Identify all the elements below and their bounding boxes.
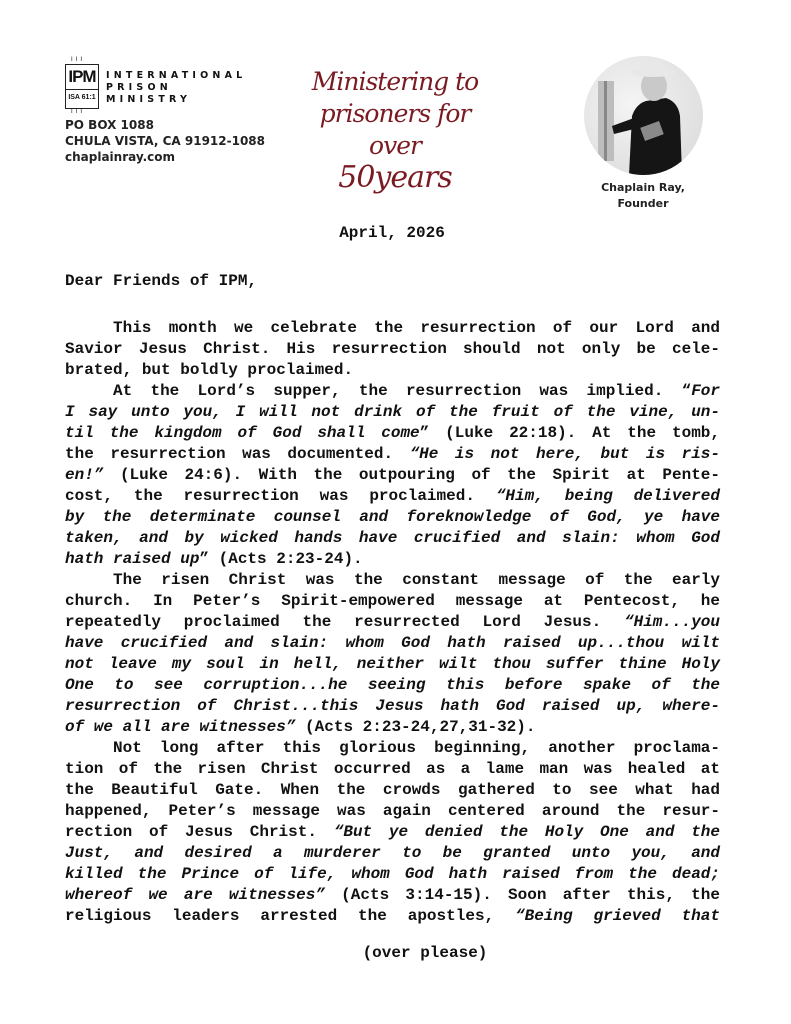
body-text: ” (Luke 22:18). At the tomb, xyxy=(419,424,720,442)
body-line xyxy=(65,696,720,717)
body-line xyxy=(65,402,720,423)
org-line: INTERNATIONAL xyxy=(106,70,247,81)
body-text: rection of Jesus Christ. xyxy=(65,823,334,841)
body-line xyxy=(65,759,720,780)
address-line: PO BOX 1088 xyxy=(65,118,154,132)
org-line: PRISON xyxy=(106,82,172,93)
scripture-quote: by the determinate counsel and foreknowledge of God, ye have xyxy=(65,508,720,526)
body-line xyxy=(65,675,720,696)
photo-caption xyxy=(590,180,696,212)
body-text: the Beautiful Gate. When the crowds gathered to see what had xyxy=(65,781,720,799)
tagline-line: Ministering to xyxy=(311,67,479,96)
salutation: Dear Friends of IPM, xyxy=(65,272,258,290)
body-line xyxy=(65,360,720,381)
page-footer: (over please) xyxy=(362,944,488,962)
ipm-logo xyxy=(65,58,255,116)
body-line xyxy=(65,633,720,654)
body-line xyxy=(65,591,720,612)
scripture-quote: “Being grieved that xyxy=(515,907,720,925)
website-link[interactable]: chaplainray.com xyxy=(65,150,175,164)
scripture-quote: en!” xyxy=(65,466,104,484)
body-line xyxy=(65,507,720,528)
body-text: religious leaders arrested the apostles, xyxy=(65,907,516,925)
logo-verse: ISA 61:1 xyxy=(68,94,96,101)
scripture-quote: of we all are witnesses” xyxy=(65,718,296,736)
letter-date: April, 2026 xyxy=(339,224,445,242)
paragraph xyxy=(65,318,720,381)
ipm-logo-mark xyxy=(65,64,99,109)
caption-line: Founder xyxy=(617,197,669,210)
body-text: ” (Acts 2:23-24). xyxy=(199,550,363,568)
scripture-quote: killed the Prince of life, whom God hath raised from the dead; xyxy=(65,865,720,883)
body-text: (Acts 2:23-24,27,31-32). xyxy=(295,718,536,736)
org-name xyxy=(106,70,246,106)
mailing-address xyxy=(65,117,265,165)
body-text: The risen Christ was the constant message of the early xyxy=(113,571,720,589)
scripture-quote: One to see corruption...he seeing this before spake of the xyxy=(65,676,720,694)
body-line xyxy=(65,486,720,507)
body-text: (Acts 3:14-15). Soon after this, the xyxy=(324,886,720,904)
body-line xyxy=(65,444,720,465)
body-line xyxy=(65,423,720,444)
body-line xyxy=(65,717,720,738)
scripture-quote: til the kingdom of God shall come xyxy=(65,424,420,442)
scripture-quote: taken, and by wicked hands have crucified and slain: whom God xyxy=(65,529,720,547)
body-line xyxy=(65,570,720,591)
scripture-quote: “Him, being delivered xyxy=(495,487,720,505)
scripture-quote: For xyxy=(691,382,720,400)
body-line xyxy=(65,612,720,633)
body-line xyxy=(65,339,720,360)
body-line xyxy=(65,885,720,906)
org-line: MINISTRY xyxy=(106,94,192,105)
body-line xyxy=(65,318,720,339)
body-text: brated, but boldly proclaimed. xyxy=(65,361,354,379)
scripture-quote: Just, and desired a murderer to be granted unto you, and xyxy=(65,844,720,862)
logo-ticks-bottom: III xyxy=(71,109,86,115)
logo-mark-text: IPM xyxy=(66,65,98,90)
scripture-quote: I say unto you, I will not drink of the fruit of the vine, un- xyxy=(65,403,720,421)
body-line xyxy=(65,465,720,486)
body-text: tion of the risen Christ occurred as a lame man was healed at xyxy=(65,760,720,778)
body-text: happened, Peter’s message was again centered around the resur- xyxy=(65,802,720,820)
body-line xyxy=(65,906,720,927)
body-text: Not long after this glorious beginning, another proclama- xyxy=(113,739,720,757)
scripture-quote: resurrection of Christ...this Jesus hath God raised up, where- xyxy=(65,697,720,715)
scripture-quote: not leave my soul in hell, neither wilt thou suffer thine Holy xyxy=(65,655,720,673)
founder-photo xyxy=(584,56,703,175)
logo-ticks-top: III xyxy=(71,57,86,63)
body-line xyxy=(65,864,720,885)
body-text: (Luke 24:6). With the outpouring of the Spirit at Pente- xyxy=(103,466,720,484)
body-text: cost, the resurrection was proclaimed. xyxy=(65,487,496,505)
body-text: church. In Peter’s Spirit-empowered message at Pentecost, he xyxy=(65,592,720,610)
body-line xyxy=(65,654,720,675)
body-text: Savior Jesus Christ. His resurrection should not only be cele- xyxy=(65,340,720,358)
body-text: the resurrection was documented. xyxy=(65,445,410,463)
tagline-line: prisoners for over xyxy=(319,99,471,160)
body-text: At the Lord’s supper, the resurrection was implied. “ xyxy=(113,382,692,400)
scripture-quote: hath raised up xyxy=(65,550,200,568)
tagline xyxy=(300,66,490,194)
scripture-quote: “He is not here, but is ris- xyxy=(409,445,720,463)
scripture-quote: “But ye denied the Holy One and the xyxy=(333,823,720,841)
paragraph xyxy=(65,738,720,927)
body-line xyxy=(65,801,720,822)
scripture-quote: “Him...you xyxy=(623,613,720,631)
body-line xyxy=(65,738,720,759)
tagline-line: 50years xyxy=(338,160,452,195)
body-text: This month we celebrate the resurrection of our Lord and xyxy=(113,319,720,337)
body-line xyxy=(65,549,720,570)
paragraph xyxy=(65,570,720,738)
body-line xyxy=(65,381,720,402)
address-line: CHULA VISTA, CA 91912-1088 xyxy=(65,134,265,148)
body-line xyxy=(65,822,720,843)
paragraph xyxy=(65,381,720,570)
scripture-quote: have crucified and slain: whom God hath raised up...thou wilt xyxy=(65,634,720,652)
caption-line: Chaplain Ray, xyxy=(601,181,685,194)
body-text: repeatedly proclaimed the resurrected Lord Jesus. xyxy=(65,613,624,631)
scripture-quote: whereof we are witnesses” xyxy=(65,886,325,904)
body-line xyxy=(65,528,720,549)
letter-body xyxy=(65,318,720,927)
body-line xyxy=(65,780,720,801)
body-line xyxy=(65,843,720,864)
